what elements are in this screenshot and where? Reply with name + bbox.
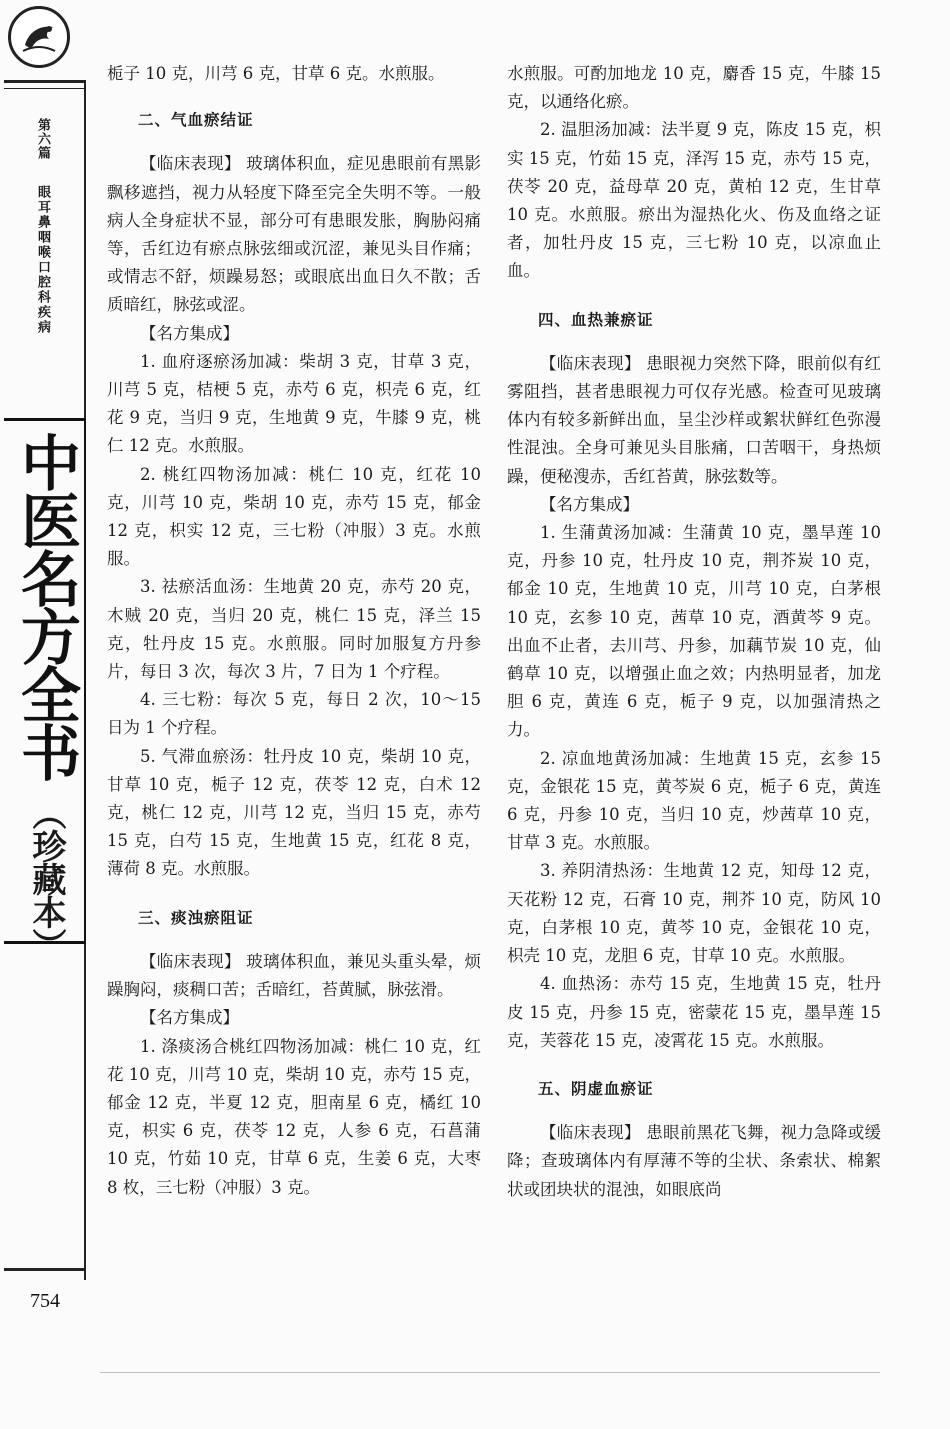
book-edition: （珍藏本） — [26, 796, 66, 961]
section-heading: 五、阴虚血瘀证 — [538, 1079, 654, 1098]
phoenix-emblem-icon — [8, 6, 70, 68]
formula-header: 【名方集成】 — [140, 323, 239, 343]
formula-item: 4. 三七粉：每次 5 克，每日 2 次，10～15 日为 1 个疗程。 — [107, 690, 481, 738]
formula-item: 5. 气滞血瘀汤：牡丹皮 10 克，柴胡 10 克，甘草 10 克，栀子 12 克，茯苓 12 克，白术 12 克，桃仁 12 克，川芎 12 克，当归 15 克，赤芍 15 克，白芍 15 克，生地黄 15 克，红花 8 克，薄荷 8 克。水煎服。 — [107, 746, 481, 879]
formula-item: 3. 祛瘀活血汤：生地黄 20 克，赤芍 20 克，木贼 20 克，当归 20 克，桃仁 15 克，泽兰 15 克，牡丹皮 15 克。水煎服。同时加服复方丹参片，每日 3 次，每次 3 片，7 日为 1 个疗程。 — [107, 577, 481, 682]
section-label: 眼耳鼻咽喉口腔科疾病 — [35, 185, 50, 335]
left-column — [107, 60, 481, 1202]
formula-item: 3. 养阴清热汤：生地黄 12 克，知母 12 克，天花粉 12 克，石膏 10 克，荆芥 10 克，防风 10 克，白茅根 10 克，黄芩 10 克，金银花 10 克，枳壳 10 克，龙胆 6 克，甘草 10 克。水煎服。 — [507, 861, 881, 966]
section-heading: 四、血热兼瘀证 — [538, 310, 654, 329]
band-bottom-rule — [4, 1268, 86, 1271]
paragraph: 水煎服。可酌加地龙 10 克，麝香 15 克，牛膝 15 克，以通络化瘀。 — [507, 64, 881, 112]
formula-item: 2. 凉血地黄汤加减：生地黄 15 克，玄参 15 克，金银花 15 克，黄芩炭 6 克，栀子 6 克，黄连 6 克，丹参 10 克，当归 10 克，炒茜草 10 克，甘草 3 克。水煎服。 — [507, 748, 881, 853]
clinical-paragraph: 【临床表现】 患眼前黑花飞舞，视力急降或缓降；查玻璃体内有厚薄不等的尘状、条索状、棉絮状或团块状的混浊，如眼底尚 — [507, 1123, 881, 1199]
part-label: 第六篇 — [35, 118, 50, 160]
book-title: 中医名方全书 — [11, 432, 81, 780]
formula-header: 【名方集成】 — [540, 494, 639, 514]
right-column — [507, 60, 881, 1204]
section-heading: 二、气血瘀结证 — [138, 111, 254, 130]
margin-band — [0, 0, 88, 1429]
band-top-rule-thin — [4, 88, 84, 89]
formula-item: 1. 生蒲黄汤加减：生蒲黄 10 克，墨旱莲 10 克，丹参 10 克，牡丹皮 10 克，荆芥炭 10 克，郁金 10 克，生地黄 10 克，川芎 10 克，白茅根 10 克，玄参 10 克，茜草 10 克，酒黄芩 9 克。出血不止者，去川芎、丹参，加藕节炭 10 克，仙鹤草 10 克，以增强止血之效；内热明显者，加龙胆 6 克，黄连 6 克，栀子 9 克，以加强清热之力。 — [507, 523, 881, 740]
formula-item: 1. 涤痰汤合桃红四物汤加减：桃仁 10 克，红花 10 克，川芎 10 克，柴胡 10 克，赤芍 15 克，郁金 12 克，半夏 12 克，胆南星 6 克，橘红 10 克，枳实 6 克，茯苓 12 克，人参 6 克，石菖蒲 10 克，竹茹 10 克，甘草 6 克，生姜 6 克，大枣 8 枚，三七粉（冲服）3 克。 — [107, 1036, 481, 1197]
formula-item: 2. 温胆汤加减：法半夏 9 克，陈皮 15 克，枳实 15 克，竹茹 15 克，泽泻 15 克，赤芍 15 克，茯苓 20 克，益母草 20 克，黄柏 12 克，生甘草 10 克。水煎服。瘀出为湿热化火、伤及血络之证者，加牡丹皮 15 克，三七粉 10 克，以凉血止血。 — [507, 120, 881, 281]
formula-item: 1. 血府逐瘀汤加减：柴胡 3 克，甘草 3 克，川芎 5 克，桔梗 5 克，赤芍 6 克，枳壳 6 克，红花 9 克，当归 9 克，生地黄 9 克，牛膝 9 克，桃仁 12 克。水煎服。 — [107, 351, 481, 456]
clinical-paragraph: 【临床表现】 玻璃体积血，兼见头重头晕，烦躁胸闷，痰稠口苦；舌暗红，苔黄腻，脉弦滑。 — [107, 951, 481, 1000]
clinical-paragraph: 【临床表现】 患眼视力突然下降，眼前似有红雾阻挡，甚者患眼视力可仅存光感。检查可见玻璃体内有较多新鲜出血，呈尘沙样或絮状鲜红色弥漫性混浊。全身可兼见头目胀痛，口苦咽干，身热烦躁，便秘溲赤，舌红苔黄，脉弦数等。 — [507, 353, 881, 486]
footer-rule — [100, 1372, 880, 1373]
formula-header: 【名方集成】 — [140, 1008, 239, 1028]
clinical-paragraph: 【临床表现】 玻璃体积血，症见患眼前有黑影飘移遮挡，视力从轻度下降至完全失明不等。一般病人全身症状不显，部分可有患眼发胀，胸胁闷痛等，舌红边有瘀点脉弦细或沉涩，兼见头目作痛；或情志不舒，烦躁易怒；或眼底出血日久不散；舌质暗红，脉弦或涩。 — [107, 154, 481, 315]
section-heading: 三、痰浊瘀阻证 — [138, 908, 254, 927]
page-number: 754 — [30, 1290, 60, 1312]
band-top-rule — [4, 80, 84, 83]
paragraph: 栀子 10 克，川芎 6 克，甘草 6 克。水煎服。 — [107, 64, 445, 83]
formula-item: 4. 血热汤：赤芍 15 克，生地黄 15 克，牡丹皮 15 克，丹参 15 克，密蒙花 15 克，墨旱莲 15 克，芙蓉花 15 克，凌霄花 15 克。水煎服。 — [507, 974, 881, 1050]
formula-item: 2. 桃红四物汤加减：桃仁 10 克，红花 10 克，川芎 10 克，柴胡 10 克，赤芍 15 克，郁金 12 克，枳实 12 克，三七粉（冲服）3 克。水煎服。 — [107, 464, 481, 569]
